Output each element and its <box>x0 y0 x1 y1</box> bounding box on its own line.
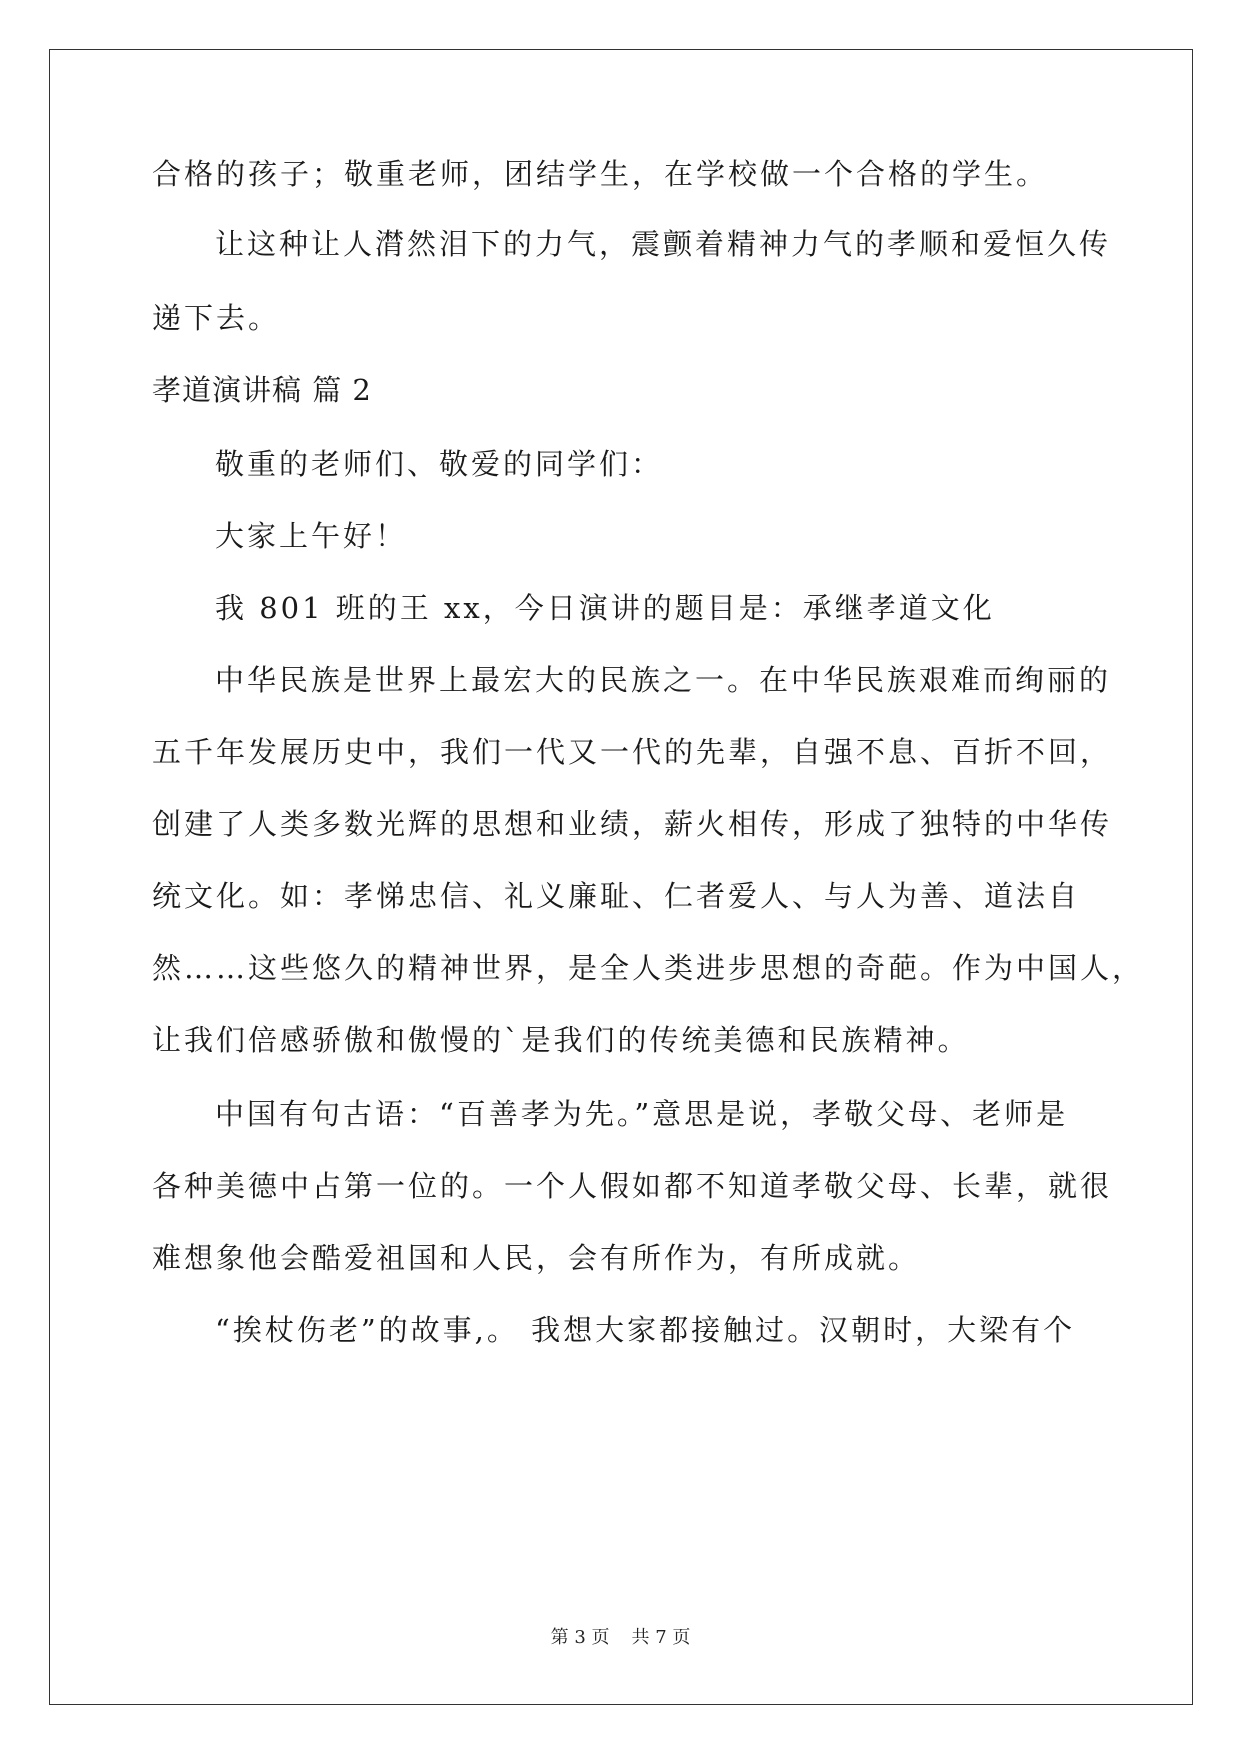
page-footer <box>0 1627 1241 1649</box>
text-line-16: 难想象他会酷爱祖国和人民，会有所作为，有所成就。 <box>152 1241 921 1275</box>
page-border <box>49 49 1193 1705</box>
text-line-8: 中华民族是世界上最宏大的民族之一。在中华民族艰难而绚丽的 <box>215 663 1112 697</box>
text-line-15: 各种美德中占第一位的。一个人假如都不知道孝敬父母、长辈，就很 <box>152 1169 1113 1203</box>
text-line-intro: 我 801 班的王 xx，今日演讲的题目是：承继孝道文化 <box>215 591 995 625</box>
text-line-greeting: 大家上午好！ <box>215 519 408 553</box>
text-line-12: 然……这些悠久的精神世界，是全人类进步思想的奇葩。作为中国人， <box>152 951 1145 985</box>
text-line-13: 让我们倍感骄傲和傲慢的`是我们的传统美德和民族精神。 <box>152 1023 970 1057</box>
text-line-salutation: 敬重的老师们、敬爱的同学们： <box>215 447 664 481</box>
text-line-11: 统文化。如：孝悌忠信、礼义廉耻、仁者爱人、与人为善、道法自 <box>152 879 1081 913</box>
section-heading: 孝道演讲稿 篇 2 <box>152 373 372 407</box>
text-line-3: 递下去。 <box>152 301 281 335</box>
text-line-1: 合格的孩子；敬重老师，团结学生，在学校做一个合格的学生。 <box>152 157 1049 191</box>
text-line-10: 创建了人类多数光辉的思想和业绩，薪火相传，形成了独特的中华传 <box>152 807 1113 841</box>
text-line-17: “挨杖伤老”的故事,。 我想大家都接触过。汉朝时，大梁有个 <box>215 1313 1076 1347</box>
text-line-9: 五千年发展历史中，我们一代又一代的先辈，自强不息、百折不回， <box>152 735 1113 769</box>
text-line-2: 让这种让人潸然泪下的力气，震颤着精神力气的孝顺和爱恒久传 <box>215 227 1112 261</box>
page-total: 共 7 页 <box>631 1627 691 1648</box>
page-number: 第 3 页 <box>550 1627 610 1648</box>
text-line-14: 中国有句古语：“百善孝为先。”意思是说，孝敬父母、老师是 <box>215 1097 1069 1131</box>
